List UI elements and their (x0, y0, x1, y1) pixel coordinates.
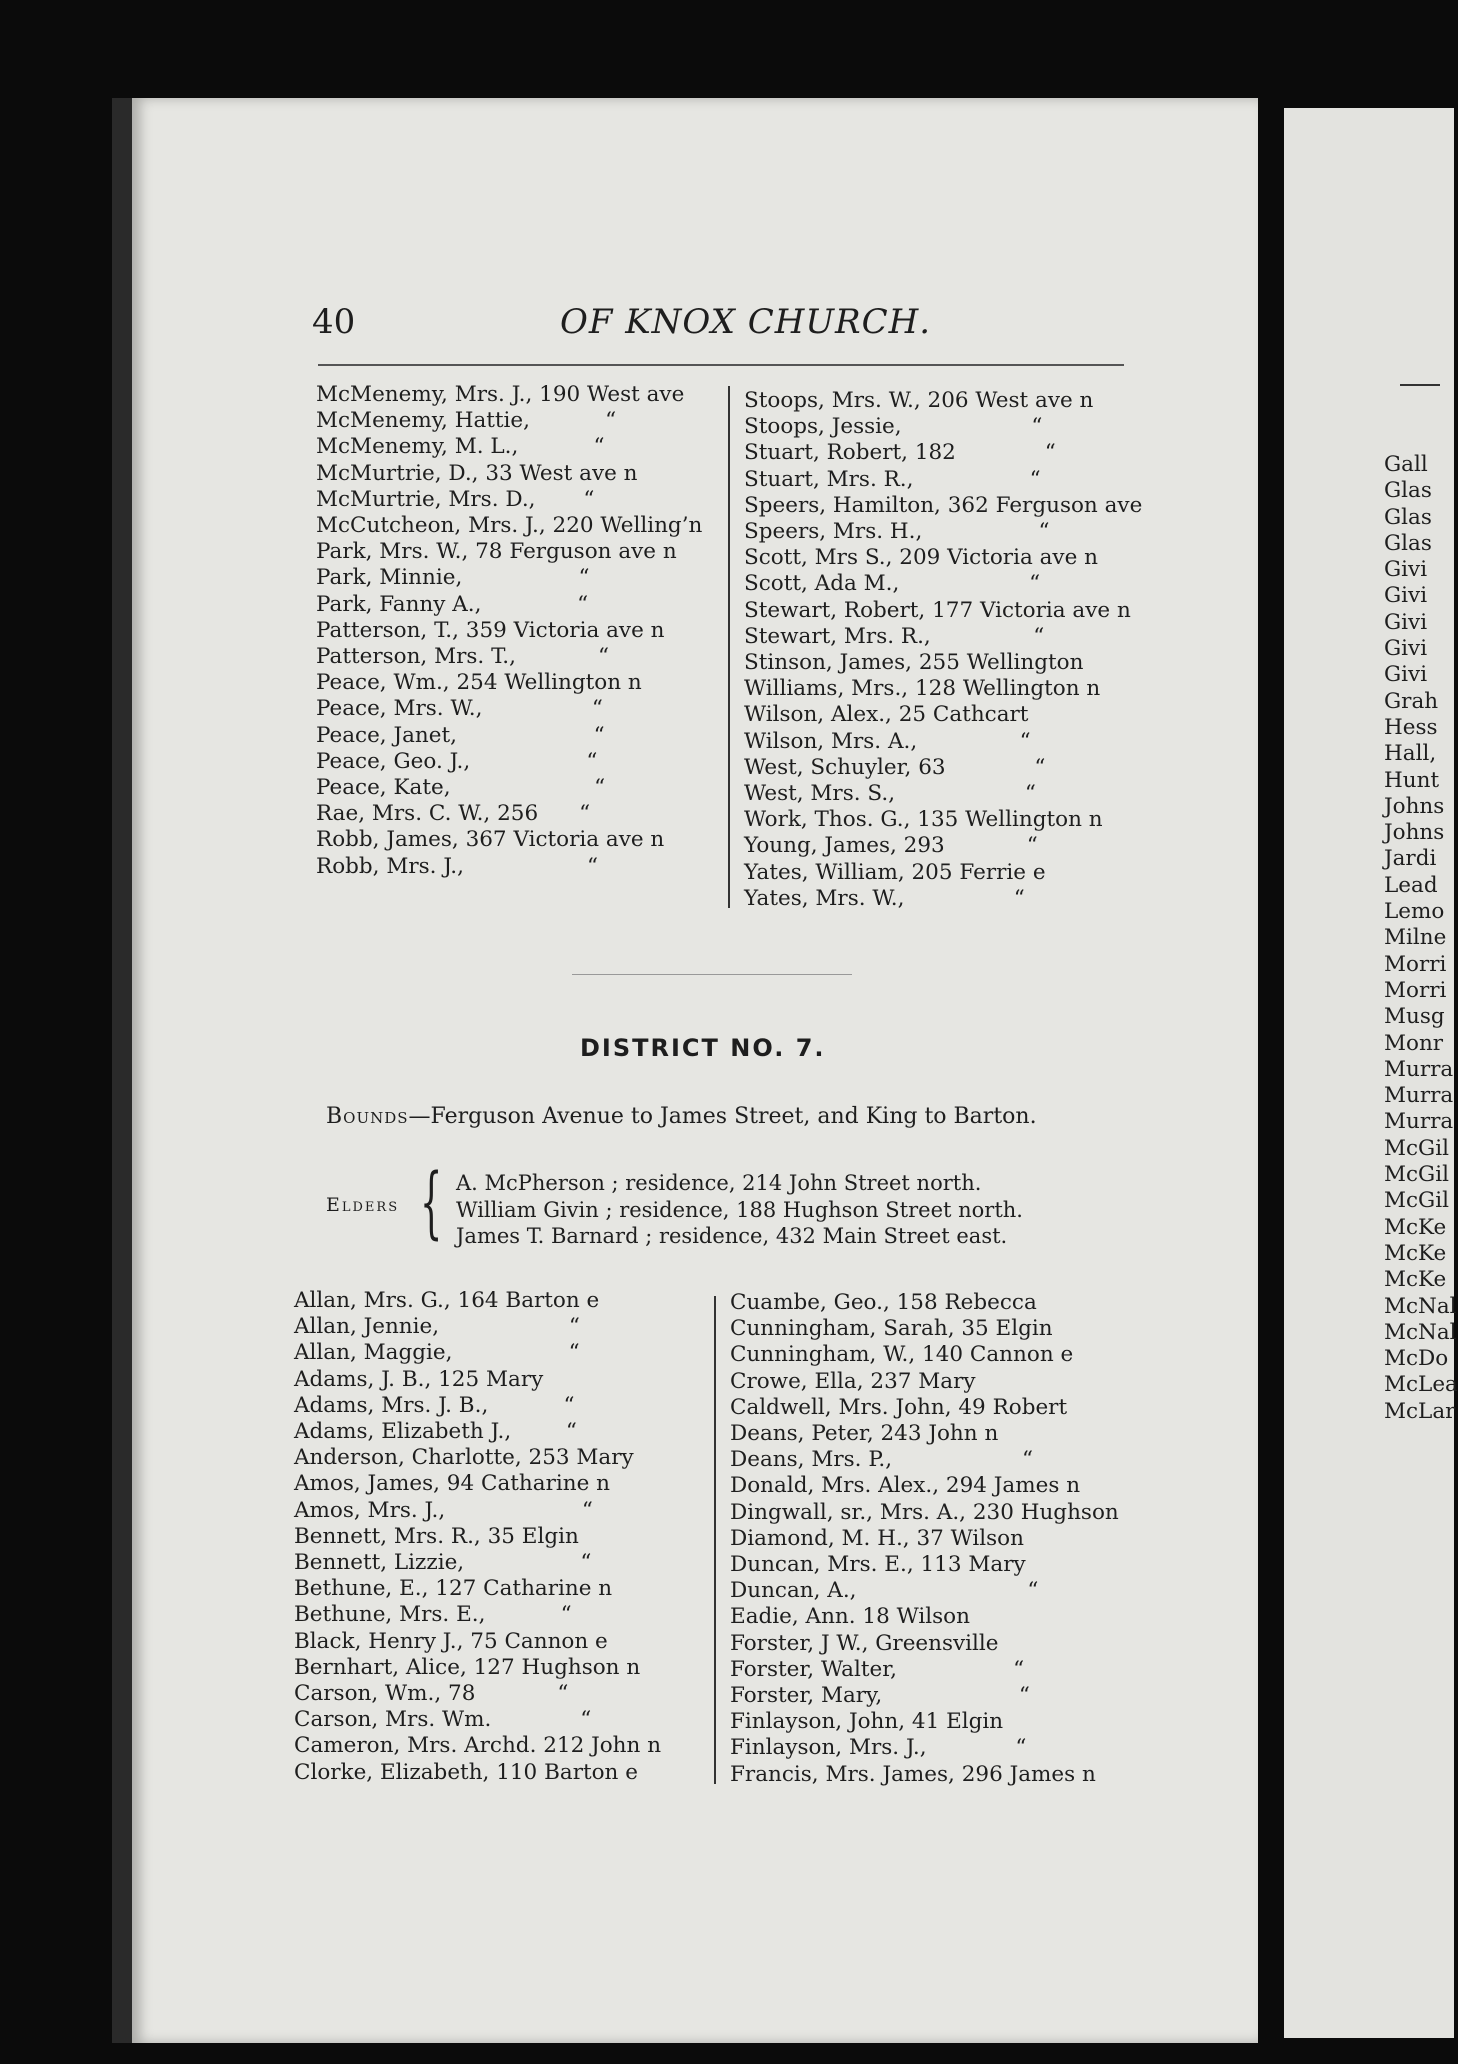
lower-left-column (294, 1288, 661, 1786)
bounds-label: Bounds (326, 1104, 409, 1129)
list-item: Forster, J W., Greensville (730, 1630, 999, 1656)
list-item: McMurtrie, Mrs. D., “ (316, 486, 595, 512)
list-item: Bernhart, Alice, 127 Hughson n (294, 1654, 641, 1680)
list-item: Park, Fanny A., “ (316, 591, 589, 617)
district-title: DISTRICT NO. 7. (580, 1034, 826, 1062)
list-item: Amos, Mrs. J., “ (294, 1497, 593, 1523)
list-item: Finlayson, Mrs. J., “ (730, 1735, 1027, 1761)
list-item: McMurtrie, D., 33 West ave n (316, 460, 638, 486)
list-item: Robb, Mrs. J., “ (316, 853, 598, 879)
list-item: Lead (1384, 872, 1438, 898)
list-item: Cunningham, W., 140 Cannon e (730, 1342, 1074, 1368)
list-item: Stinson, James, 255 Wellington (744, 650, 1084, 676)
list-item: Rae, Mrs. C. W., 256 “ (316, 801, 591, 827)
list-item: Hunt (1384, 767, 1440, 793)
list-item: Scott, Mrs S., 209 Victoria ave n (744, 545, 1098, 571)
list-item: Black, Henry J., 75 Cannon e (294, 1628, 608, 1654)
list-item: McGil (1384, 1162, 1449, 1188)
list-item: Bennett, Mrs. R., 35 Elgin (294, 1523, 579, 1549)
list-item: Speers, Mrs. H., “ (744, 519, 1050, 545)
list-item: Stoops, Jessie, “ (744, 414, 1043, 440)
list-item: Yates, William, 205 Ferrie e (744, 859, 1046, 885)
list-item: Adams, J. B., 125 Mary (294, 1366, 544, 1392)
list-item: McKe (1384, 1267, 1447, 1293)
list-item: Peace, Geo. J., “ (316, 748, 598, 774)
list-item: Crowe, Ella, 237 Mary (730, 1368, 976, 1394)
list-item: Duncan, A., “ (730, 1578, 1039, 1604)
list-item: Allan, Mrs. G., 164 Barton e (294, 1288, 600, 1313)
list-item: McNal (1384, 1293, 1457, 1319)
list-item: Jardi (1384, 846, 1437, 872)
list-item: Francis, Mrs. James, 296 James n (730, 1761, 1096, 1787)
list-item: Robb, James, 367 Victoria ave n (316, 827, 665, 853)
list-item: Allan, Jennie, “ (294, 1314, 580, 1340)
list-item: Park, Mrs. W., 78 Ferguson ave n (316, 539, 677, 565)
list-item: McMenemy, Hattie, “ (316, 408, 617, 434)
list-item: Forster, Walter, “ (730, 1656, 1025, 1682)
elders-brace: { (420, 1158, 443, 1248)
list-item: Glas (1384, 504, 1432, 530)
section-separator (572, 974, 852, 975)
list-item: Peace, Wm., 254 Wellington n (316, 670, 642, 696)
list-item: Givi (1384, 636, 1428, 662)
list-item: Johns (1384, 820, 1445, 846)
list-item: Park, Minnie, “ (316, 565, 590, 591)
list-item: Musg (1384, 1004, 1445, 1030)
list-item: West, Schuyler, 63 “ (744, 754, 1046, 780)
page-number: 40 (312, 302, 356, 342)
list-item: Speers, Hamilton, 362 Ferguson ave (744, 492, 1143, 518)
column-divider (728, 386, 730, 908)
running-head: OF KNOX CHURCH. (560, 302, 932, 342)
list-item: Bethune, Mrs. E., “ (294, 1602, 572, 1628)
bounds-line (326, 1104, 1037, 1129)
list-item: Diamond, M. H., 37 Wilson (730, 1525, 1024, 1551)
list-item: Hall, (1384, 741, 1437, 767)
facing-page-rule (1400, 384, 1440, 386)
list-item: McGil (1384, 1135, 1449, 1161)
list-item: Glas (1384, 478, 1432, 504)
list-item: Grah (1384, 688, 1439, 714)
list-item: Yates, Mrs. W., “ (744, 885, 1025, 911)
list-item: Scott, Ada M., “ (744, 571, 1041, 597)
list-item: Amos, James, 94 Catharine n (294, 1471, 610, 1497)
list-item: McNal (1384, 1319, 1457, 1345)
list-item: Caldwell, Mrs. John, 49 Robert (730, 1394, 1068, 1420)
list-item: Morri (1384, 951, 1447, 977)
list-item: Eadie, Ann. 18 Wilson (730, 1604, 970, 1630)
list-item: Donald, Mrs. Alex., 294 James n (730, 1473, 1081, 1499)
list-item: Stuart, Mrs. R., “ (744, 466, 1041, 492)
list-item: Peace, Kate, “ (316, 775, 606, 801)
bounds-text: —Ferguson Avenue to James Street, and King to Barton. (408, 1104, 1037, 1129)
list-item: Murra (1384, 1083, 1454, 1109)
list-item: Adams, Mrs. J. B., “ (294, 1392, 575, 1418)
list-item: Johns (1384, 793, 1445, 819)
list-item: Clorke, Elizabeth, 110 Barton e (294, 1759, 638, 1785)
list-item: McGil (1384, 1188, 1449, 1214)
list-item: Givi (1384, 583, 1428, 609)
list-item: Cuambe, Geo., 158 Rebecca (730, 1290, 1037, 1315)
header-rule (318, 364, 1124, 366)
list-item: Young, James, 293 “ (744, 833, 1038, 859)
list-item: Lemo (1384, 899, 1445, 925)
upper-left-column (316, 382, 702, 880)
list-item: Bennett, Lizzie, “ (294, 1550, 592, 1576)
list-item: Patterson, Mrs. T., “ (316, 644, 609, 670)
list-item: Cameron, Mrs. Archd. 212 John n (294, 1733, 662, 1759)
list-item: Peace, Janet, “ (316, 722, 605, 748)
list-item: A. McPherson ; residence, 214 John Street north. (456, 1171, 982, 1195)
list-item: Glas (1384, 530, 1432, 556)
list-item: Forster, Mary, “ (730, 1683, 1030, 1709)
list-item: Deans, Mrs. P., “ (730, 1447, 1033, 1473)
list-item: McLea (1384, 1372, 1458, 1398)
list-item: Dingwall, sr., Mrs. A., 230 Hughson (730, 1499, 1119, 1525)
list-item: Deans, Peter, 243 John n (730, 1421, 999, 1447)
list-item: William Givin ; residence, 188 Hughson Street north. (456, 1197, 1023, 1222)
list-item: Bethune, E., 127 Catharine n (294, 1576, 613, 1602)
list-item: Peace, Mrs. W., “ (316, 696, 603, 722)
list-item: Finlayson, John, 41 Elgin (730, 1709, 1004, 1735)
list-item: Hess (1384, 714, 1438, 740)
list-item: Wilson, Mrs. A., “ (744, 728, 1031, 754)
list-item: Morri (1384, 977, 1447, 1003)
list-item: Stoops, Mrs. W., 206 West ave n (744, 388, 1094, 413)
facing-page-column (1384, 452, 1458, 1425)
list-item: Givi (1384, 557, 1428, 583)
list-item: Givi (1384, 609, 1428, 635)
elders-list (456, 1170, 1023, 1250)
list-item: Williams, Mrs., 128 Wellington n (744, 676, 1101, 702)
list-item: Cunningham, Sarah, 35 Elgin (730, 1316, 1053, 1342)
elders-label: Elders (326, 1194, 400, 1216)
list-item: McDo (1384, 1346, 1449, 1372)
list-item: West, Mrs. S., “ (744, 781, 1036, 807)
column-divider-lower (714, 1296, 716, 1784)
upper-right-column (744, 388, 1142, 912)
list-item: James T. Barnard ; residence, 432 Main Street east. (456, 1224, 1008, 1248)
list-item: Anderson, Charlotte, 253 Mary (294, 1445, 634, 1471)
list-item: Carson, Mrs. Wm. “ (294, 1707, 592, 1733)
list-item: Allan, Maggie, “ (294, 1340, 580, 1366)
list-item: Stuart, Robert, 182 “ (744, 440, 1056, 466)
list-item: Milne (1384, 925, 1447, 951)
list-item: McMenemy, Mrs. J., 190 West ave (316, 382, 685, 407)
list-item: McKe (1384, 1240, 1447, 1266)
list-item: Monr (1384, 1030, 1444, 1056)
lower-right-column (730, 1290, 1119, 1788)
list-item: McMenemy, M. L., “ (316, 434, 605, 460)
list-item: Murra (1384, 1109, 1454, 1135)
list-item: Patterson, T., 359 Victoria ave n (316, 617, 665, 643)
list-item: Givi (1384, 662, 1428, 688)
list-item: Carson, Wm., 78 “ (294, 1681, 569, 1707)
list-item: McKe (1384, 1214, 1447, 1240)
list-item: Work, Thos. G., 135 Wellington n (744, 807, 1103, 833)
list-item: McLar (1384, 1398, 1456, 1424)
list-item: McCutcheon, Mrs. J., 220 Welling’n (316, 513, 703, 539)
list-item: Stewart, Robert, 177 Victoria ave n (744, 597, 1131, 623)
list-item: Stewart, Mrs. R., “ (744, 623, 1045, 649)
page-header (312, 302, 1124, 350)
list-item: Murra (1384, 1056, 1454, 1082)
list-item: Gall (1384, 452, 1428, 477)
list-item: Adams, Elizabeth J., “ (294, 1419, 577, 1445)
list-item: Wilson, Alex., 25 Cathcart (744, 702, 1029, 728)
list-item: Duncan, Mrs. E., 113 Mary (730, 1552, 1026, 1578)
